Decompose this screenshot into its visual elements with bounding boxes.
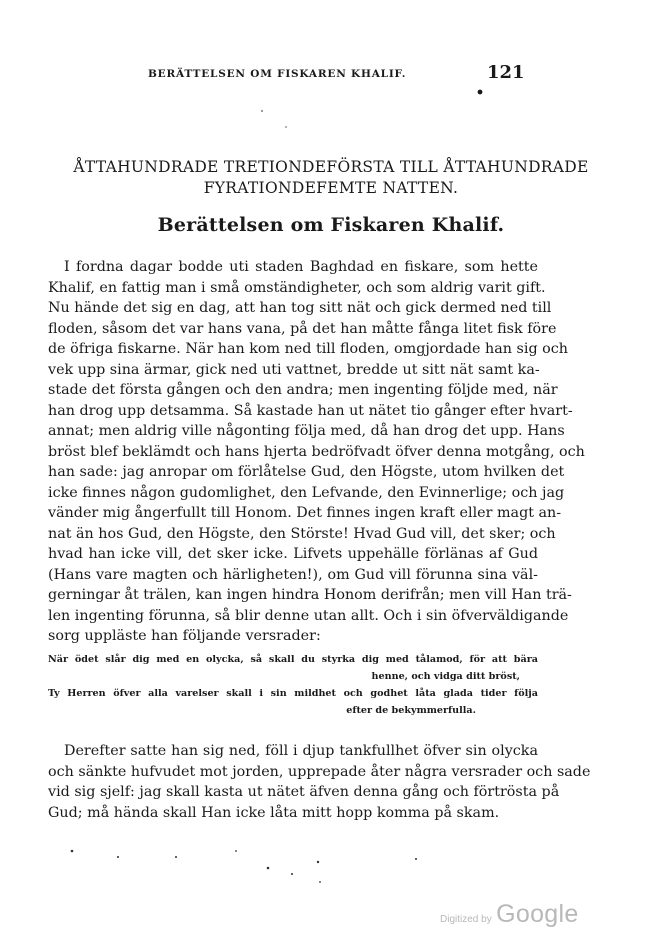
ink-speck (71, 850, 74, 853)
text-line: de öfriga fiskarne. När han kom ned till floden, omgjordade han sig och (48, 341, 568, 357)
page-number: 121 (487, 62, 525, 83)
text-line: Khalif, en fattig man i små omständigheter, och som aldrig varit gift. (48, 279, 546, 296)
text-line: I fordna dagar bodde uti staden Baghdad en fiskare, som hette (64, 259, 538, 275)
text-line: vek upp sina ärmar, gick ned uti vattnet, bredde ut sitt nät samt ka- (48, 361, 540, 378)
text-line: vänder mig ångerfullt till Honom. Det finnes ingen kraft eller magt an- (48, 505, 562, 521)
poem-line-2-continuation: efter de bekymmerfulla. (346, 705, 476, 716)
text-line: nat än hos Gud, den Högste, den Störste! Hvad Gud vill, det sker; och (48, 525, 556, 542)
poem (48, 651, 538, 719)
chapter-heading-line-2: FYRATIONDEFEMTE NATTEN. (203, 179, 459, 197)
ink-speck (267, 867, 270, 870)
text-line: (Hans vare magten och härligheten!), om Gud vill förunna sina väl- (48, 566, 538, 583)
text-line: och sänkte hufvudet mot jorden, upprepade åter några versrader och sade (48, 763, 591, 780)
text-line: gerningar åt trälen, kan ingen hindra Honom derifrån; men vill Han trä- (48, 587, 572, 603)
google-logo-text: Google (496, 900, 579, 928)
text-line: sorg uppläste han följande versrader: (48, 628, 321, 644)
chapter-heading (0, 157, 662, 199)
ink-speck (285, 126, 287, 128)
text-line: vid sig sjelf: jag skall kasta ut nätet äfven denna gång och förtrösta på (48, 784, 560, 800)
poem-line-1: När ödet slår dig med en olycka, så skall du styrka dig med tålamod, för att bära (48, 654, 538, 665)
text-line: Gud; må hända skall Han icke låta mitt hopp komma på skam. (48, 804, 500, 821)
text-line: icke finnes någon gudomlighet, den Lefvande, den Evinnerlige; och jag (48, 484, 565, 501)
story-title: Berättelsen om Fiskaren Khalif. (157, 214, 505, 236)
text-line: han drog upp detsamma. Så kastade han ut nätet tio gånger efter hvart- (48, 402, 573, 419)
text-line: han sade: jag anropar om förlåtelse Gud, den Högste, utom hvilken det (48, 464, 565, 480)
ink-speck (317, 861, 319, 863)
poem-line-1-continuation: henne, och vidga ditt bröst, (371, 671, 520, 682)
ink-speck (291, 873, 293, 875)
text-line: Derefter satte han sig ned, föll i djup tankfullhet öfver sin olycka (64, 743, 538, 759)
text-line: annat; men aldrig ville någonting följa med, då han drog det upp. Hans (48, 423, 565, 439)
text-line: hvad han icke vill, det sker icke. Lifvets uppehälle förlänas af Gud (48, 546, 538, 562)
text-line: len ingenting förunna, så blir denne utan allt. Och i sin öfverväldigande (48, 607, 569, 624)
text-line: Nu hände det sig en dag, att han tog sitt nät och gick dermed ned till (48, 300, 552, 316)
paragraph-2 (48, 741, 591, 823)
watermark-prefix: Digitized by (440, 914, 492, 925)
chapter-heading-line-1: ÅTTAHUNDRADE TRETIONDEFÖRSTA TILL ÅTTAHUNDRADE (73, 158, 589, 176)
poem-line-2: Ty Herren öfver alla varelser skall i sin mildhet och godhet låta glada tider följa (48, 688, 538, 699)
digitized-by-google-watermark (440, 900, 579, 929)
running-head (0, 62, 662, 90)
ink-speck (319, 881, 321, 883)
running-title: BERÄTTELSEN OM FISKAREN KHALIF. (148, 68, 407, 80)
ink-speck (175, 856, 177, 858)
text-line: bröst blef beklämdt och hans hjerta bedröfvadt öfver denna motgång, och (48, 443, 585, 460)
ink-speck (235, 850, 237, 852)
ink-speck (117, 856, 119, 858)
ink-speck (415, 858, 417, 860)
paragraph-1 (48, 257, 585, 647)
text-line: stade det första gången och den andra; men ingenting följde med, när (48, 382, 558, 398)
text-line: floden, såsom det var hans vana, på det han måtte fånga litet fisk före (48, 320, 557, 337)
ink-speck (261, 110, 263, 112)
ink-speck (478, 90, 483, 95)
